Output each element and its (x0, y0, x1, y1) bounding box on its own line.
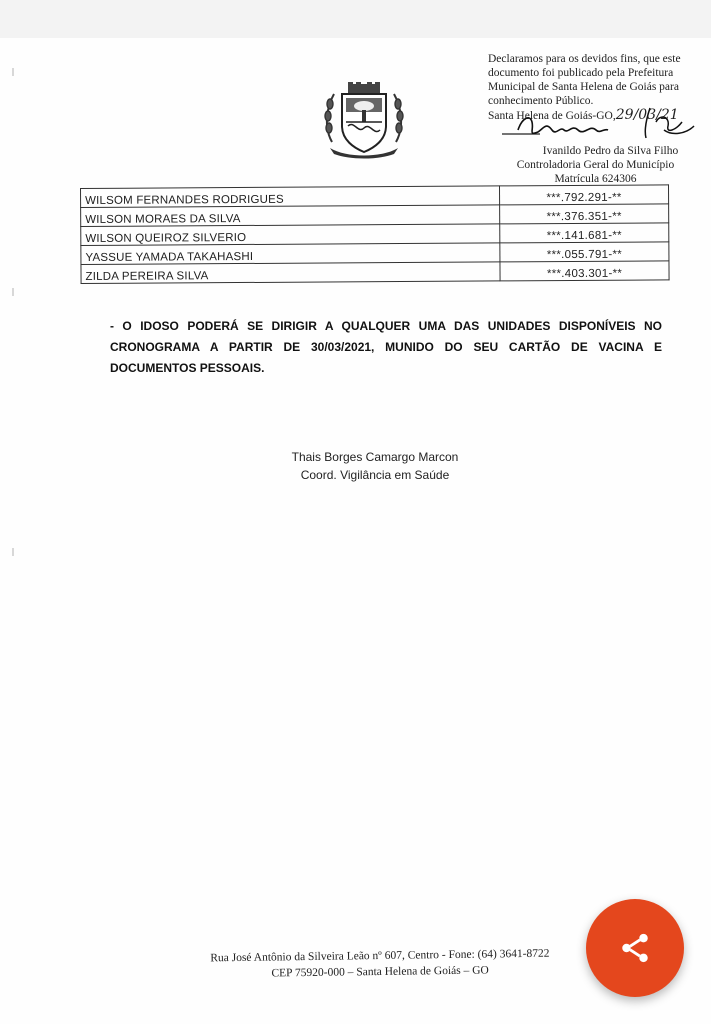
table-cell-name: WILSOM FERNANDES RODRIGUES (81, 186, 500, 208)
declaration-line: Municipal de Santa Helena de Goiás para (488, 81, 679, 93)
footer-address: Rua José Antônio da Silveira Leão nº 607, Centro - Fone: (64) 3641-8722 (210, 947, 550, 965)
declaration-line: documento foi publicado pela Prefeitura (488, 67, 674, 79)
handwritten-signature (500, 100, 700, 148)
share-icon (618, 931, 652, 965)
declaration-line: conhecimento Público. (488, 95, 594, 107)
table-cell-name: ZILDA PEREIRA SILVA (81, 262, 500, 284)
beneficiary-table (80, 184, 670, 284)
coat-of-arms-icon (322, 80, 406, 162)
scan-speck (12, 288, 14, 296)
declaration-line: Declaramos para os devidos fins, que este (488, 53, 681, 65)
signer-name: Ivanildo Pedro da Silva Filho (542, 145, 679, 157)
table-cell-cpf: ***.141.681-** (500, 223, 669, 243)
scan-speck (12, 548, 14, 556)
table-cell-name: WILSON MORAES DA SILVA (81, 205, 500, 227)
coordinator-name: Thais Borges Camargo Marcon (291, 450, 459, 464)
coordinator-block (260, 448, 490, 484)
table-cell-cpf: ***.055.791-** (500, 242, 669, 262)
table-row (81, 261, 669, 284)
page-footer (170, 945, 590, 983)
signer-registration: Matrícula 624306 (554, 173, 637, 185)
table-cell-cpf: ***.403.301-** (500, 261, 669, 281)
footer-cep: CEP 75920-000 – Santa Helena de Goiás – GO (271, 964, 489, 980)
signer-role: Controladoria Geral do Município (516, 159, 675, 171)
table-cell-cpf: ***.376.351-** (500, 204, 669, 224)
signer-block (488, 144, 703, 186)
table-cell-name: YASSUE YAMADA TAKAHASHI (81, 243, 500, 265)
table-cell-name: WILSON QUEIROZ SILVERIO (81, 224, 500, 246)
viewer-top-bar (0, 0, 711, 39)
table-cell-cpf: ***.792.291-** (499, 185, 668, 205)
handwritten-date: 29/03/21 (615, 107, 679, 123)
scan-speck (12, 68, 14, 76)
coordinator-role: Coord. Vigilância em Saúde (300, 468, 450, 482)
declaration-place: Santa Helena de Goiás-GO, (488, 110, 616, 122)
share-button[interactable] (586, 899, 684, 997)
vaccination-notice: - O IDOSO PODERÁ SE DIRIGIR A QUALQUER UMA DAS UNIDADES DISPONÍVEIS NO CRONOGRAMA A PARTIR DE 30/03/2021, MUNIDO DO SEU CARTÃO DE VACINA E DOCUMENTOS PESSOAIS. (110, 319, 662, 375)
